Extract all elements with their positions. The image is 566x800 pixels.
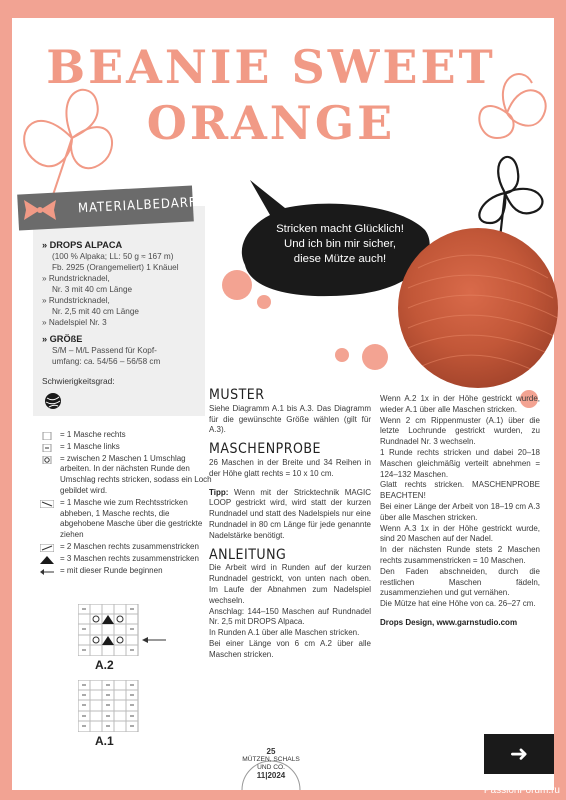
material-item-sub: Nr. 2,5 mit 40 cm Länge — [52, 307, 139, 316]
material-item-sub: Nr. 3 mit 40 cm Länge — [52, 285, 133, 294]
bubble-line: diese Mütze auch! — [293, 253, 387, 265]
page-footer — [240, 748, 302, 780]
material-item: » Rundstricknadel, — [42, 296, 110, 305]
legend-text: = 3 Maschen rechts zusammenstricken — [60, 553, 199, 563]
instruction-text: Die Mütze hat eine Höhe von ca. 26–27 cm. — [380, 599, 536, 609]
material-item: » Nadelspiel Nr. 3 — [42, 318, 107, 327]
legend-row — [40, 542, 215, 553]
chart-a1-grid — [78, 680, 140, 732]
bubble-text — [250, 222, 430, 267]
bubble-line: Und ich bin mir sicher, — [283, 238, 397, 250]
size-detail: S/M – M/L Passend für Kopf- — [52, 346, 157, 355]
tip-text: Wenn mit der Stricktechnik MAGIC LOOP gestrickt wird, wird statt der kurzen Rundnadel und statt des Nadelspiels nur eine Rundnadel in 80 cm Länge für jede genannte Nadelstärke benötigt. — [209, 487, 371, 540]
chart-a1-label: A.1 — [95, 734, 114, 748]
magazine-name: MÜTZEN, SCHALS — [242, 756, 300, 763]
yarn-ball-icon — [44, 392, 62, 410]
flower-doodle-black — [460, 138, 554, 238]
anleitung-text: In Runden A.1 über alle Maschen stricken. — [209, 628, 360, 638]
decor-dot — [362, 344, 388, 370]
decor-dot — [335, 348, 349, 362]
instruction-text: Bei einer Länge der Arbeit von 18–19 cm A.3 über alle Maschen stricken. — [380, 501, 540, 522]
size-heading: » GRÖßE — [42, 334, 83, 344]
legend-text: = 1 Masche wie zum Rechtsstricken abheben, 1 Masche rechts, die abgehobene Masche über die gestrickte ziehen — [60, 497, 203, 540]
legend-row — [40, 554, 215, 565]
section-heading: MUSTER — [209, 387, 265, 403]
instruction-text: Wenn A.3 1x in der Höhe gestrickt wurde, sind 20 Maschen auf der Nadel. — [380, 523, 540, 544]
instructions-column-2 — [380, 394, 540, 629]
difficulty-label: Schwierigkeitsgrad: — [42, 376, 115, 386]
yarn-color: Fb. 2925 (Orangemeliert) 1 Knäuel — [52, 263, 179, 272]
start-arrow-icon — [40, 568, 54, 576]
design-credit: Drops Design, www.garnstudio.com — [380, 617, 518, 627]
decor-dot — [222, 270, 252, 300]
k3tog-icon — [40, 556, 54, 564]
legend-row — [40, 498, 215, 541]
knit-texture — [398, 228, 558, 388]
beanie-photo — [398, 228, 558, 388]
materials-list — [42, 240, 202, 367]
decor-dot — [257, 295, 271, 309]
page-title-line-1: BEANIE SWEET — [46, 40, 496, 94]
material-item: » Rundstricknadel, — [42, 274, 110, 283]
k2tog-icon — [40, 544, 54, 552]
instruction-text: 1 Runde rechts stricken und dabei 20–18 Maschen gleichmäßig verteilt abnehmen = 124–132 Maschen. — [380, 447, 540, 479]
yarn-name: » DROPS ALPACA — [42, 240, 123, 250]
section-heading: MASCHENPROBE — [209, 441, 321, 458]
legend-row — [40, 566, 215, 577]
instruction-text: In der nächsten Runde stets 2 Maschen rechts zusammenstricken = 10 Maschen. — [380, 545, 540, 565]
legend-row — [40, 430, 215, 441]
instruction-text: Wenn A.2 1x in der Höhe gestrickt wurde, wieder A.1 über alle Maschen stricken. — [380, 394, 540, 414]
chart-legend — [40, 430, 215, 576]
page-title-line-2: ORANGE — [146, 96, 396, 150]
bow-icon — [20, 198, 60, 222]
watermark: PassionForum.ru — [483, 785, 560, 796]
knit-stitch-icon — [40, 432, 54, 440]
purl-stitch-icon — [40, 444, 54, 452]
bubble-line: Stricken macht Glücklich! — [276, 223, 404, 235]
anleitung-text: Die Arbeit wird in Runden auf der kurzen Rundnadel gestrickt, von unten nach oben. Im Laufe der Abnahmen zum Nadelspiel wechseln. — [209, 563, 371, 605]
tip-label: Tipp: — [209, 487, 229, 497]
corner-mark — [12, 18, 52, 30]
chart-a2-grid — [78, 604, 178, 656]
legend-text: = 1 Masche links — [60, 441, 120, 451]
legend-row — [40, 442, 215, 453]
instruction-text: Den Faden abschneiden, durch die restlichen Maschen fädeln, zusammenziehen und gut vernähen. — [380, 566, 540, 598]
legend-text: = mit dieser Runde beginnen — [60, 565, 163, 575]
legend-text: = 1 Masche rechts — [60, 430, 126, 439]
yarn-over-icon — [40, 456, 54, 464]
anleitung-text: Bei einer Länge von 6 cm A.2 über alle Maschen stricken. — [209, 638, 371, 659]
chart-a2-label: A.2 — [95, 658, 114, 672]
anleitung-text: Anschlag: 144–150 Maschen auf Rundnadel Nr. 2,5 mit DROPS Alpaca. — [209, 606, 371, 627]
legend-text: = zwischen 2 Maschen 1 Umschlag arbeiten. In der nächsten Runde den Umschlag rechts stricken, sodass ein Loch gebildet wird. — [60, 453, 212, 495]
size-detail: umfang: ca. 54/56 – 56/58 cm — [52, 357, 161, 366]
legend-text: = 2 Maschen rechts zusammenstricken — [60, 541, 199, 551]
slip-knit-pass-icon — [40, 500, 54, 508]
section-heading: ANLEITUNG — [209, 546, 287, 563]
instruction-text: Glatt rechts stricken. MASCHENPROBE BEACHTEN! — [380, 480, 540, 501]
legend-row — [40, 454, 215, 497]
tip-paragraph — [209, 488, 371, 542]
magazine-name-2: UND CO. — [257, 764, 285, 771]
materials-tag: MATERIALBEDARF — [17, 185, 194, 230]
next-page-button[interactable]: ➜ — [484, 734, 554, 774]
probe-text: 26 Maschen in der Breite und 34 Reihen in der Höhe glatt rechts = 10 x 10 cm. — [209, 457, 371, 478]
yarn-detail: (100 % Alpaka; LL: 50 g ≈ 167 m) — [52, 252, 174, 261]
issue-number: 11|2024 — [256, 771, 286, 780]
page-number: 25 — [266, 747, 276, 756]
instructions-column-1 — [209, 387, 371, 661]
muster-text: Siehe Diagramm A.1 bis A.3. Das Diagramm für die gewünschte Größe wählen (gilt für A.3). — [209, 403, 371, 435]
instruction-text: Wenn 2 cm Rippenmuster (A.1) über die letzte Lochrunde gestrickt wurden, zu Rundnadel Nr. 3 wechseln. — [380, 415, 540, 447]
